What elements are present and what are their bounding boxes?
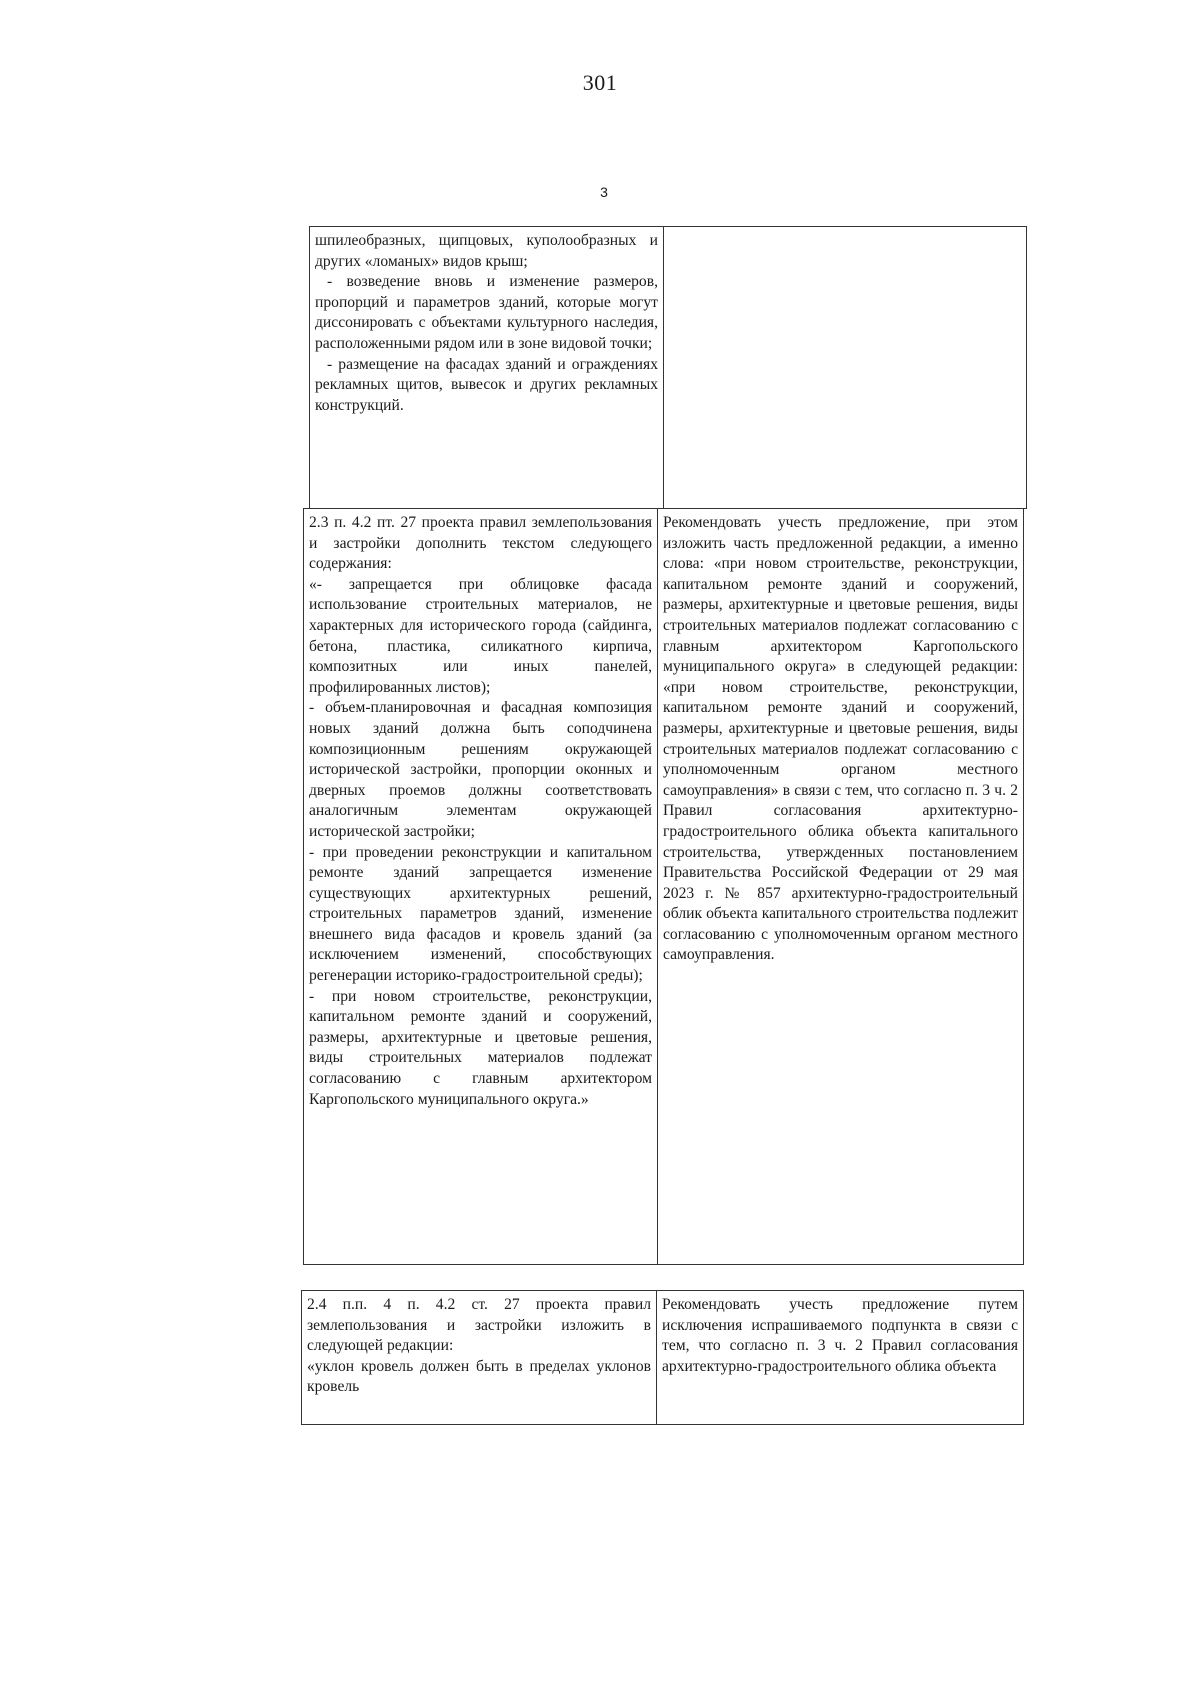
recommendation-cell: [664, 227, 1027, 509]
proposal-cell: [310, 227, 664, 509]
proposals-table-part-3: [301, 1290, 1024, 1425]
proposals-table-part-1: [309, 226, 1027, 509]
recommendation-cell: [657, 1291, 1024, 1425]
recommendation-cell: [658, 509, 1024, 1265]
proposals-table-part-2: [303, 508, 1024, 1265]
paragraph: - размещение на фасадах зданий и ограждениях рекламных щитов, вывесок и других рекламных конструкций.: [315, 355, 658, 414]
paragraph: «- запрещается при облицовке фасада использование строительных материалов, не характерных для исторического города (сайдинга, бетона, пластика, силикатного кирпича, композитных или иных панелей, профилированных листов);: [309, 575, 652, 696]
table-row: [304, 509, 1024, 1265]
table-row: [302, 1291, 1024, 1425]
paragraph: - объем-планировочная и фасадная композиция новых зданий должна быть соподчинена композиционным решениям окружающей исторической застройки, пропорции оконных и дверных проемов должны соответствовать аналогичным элементам окружающей исторической застройки;: [309, 699, 652, 840]
paragraph: 2.3 п. 4.2 пт. 27 проекта правил землепользования и застройки дополнить текстом следующего содержания:: [309, 514, 652, 573]
proposal-cell: [302, 1291, 657, 1425]
inner-page-number: 3: [600, 184, 608, 200]
paragraph: «уклон кровель должен быть в пределах уклонов кровель: [307, 1357, 651, 1396]
paragraph: 2.4 п.п. 4 п. 4.2 ст. 27 проекта правил землепользования и застройки изложить в следующей редакции:: [307, 1296, 651, 1355]
paragraph: Рекомендовать учесть предложение путем исключения испрашиваемого подпункта в связи с тем, что согласно п. 3 ч. 2 Правил согласования архитектурно-градостроительного облика объекта: [662, 1296, 1018, 1375]
paragraph: - при проведении реконструкции и капитальном ремонте зданий запрещается изменение существующих архитектурных решений, строительных параметров зданий, изменение внешнего вида фасадов и кровель зданий (за исключением изменений, способствующих регенерации историко-градостроительной среды);: [309, 843, 652, 985]
paragraph: шпилеобразных, щипцовых, куполообразных и других «ломаных» видов крыш;: [315, 232, 658, 270]
paragraph: - при новом строительстве, реконструкции, капитальном ремонте зданий и сооружений, размеры, архитектурные и цветовые решения, виды строительных материалов подлежат согласованию с главным архитектором Каргопольского муниципального округа.»: [309, 987, 652, 1108]
paragraph: Рекомендовать учесть предложение, при этом изложить часть предложенной редакции, а именно слова: «при новом строительстве, реконструкции, капитальном ремонте зданий и сооружений, размеры, архитектурные и цветовые решения, виды строительных материалов подлежат согласованию с главным архитектором Каргопольского муниципального округа» в следующей редакции: «при новом строительстве, реконструкции, капитальном ремонте зданий и сооружений, размеры, архитектурные и цветовые решения, виды строительных материалов подлежат согласованию с уполномоченным органом местного самоуправления» в связи с тем, что согласно п. 3 ч. 2 Правил согласования архитектурно-градостроительного облика объекта капитального строительства, утвержденных постановлением Правительства Российской Федерации от 29 мая 2023 г. № 857 архитектурно-градостроительный облик объекта капитального строительства подлежит согласованию с уполномоченным органом местного самоуправления.: [663, 514, 1018, 964]
page-number: 301: [582, 70, 618, 95]
proposal-cell: [304, 509, 658, 1265]
paragraph: - возведение вновь и изменение размеров, пропорций и параметров зданий, которые могут диссонировать с объектами культурного наследия, расположенными рядом или в зоне видовой точки;: [315, 273, 658, 352]
table-row: [310, 227, 1027, 509]
